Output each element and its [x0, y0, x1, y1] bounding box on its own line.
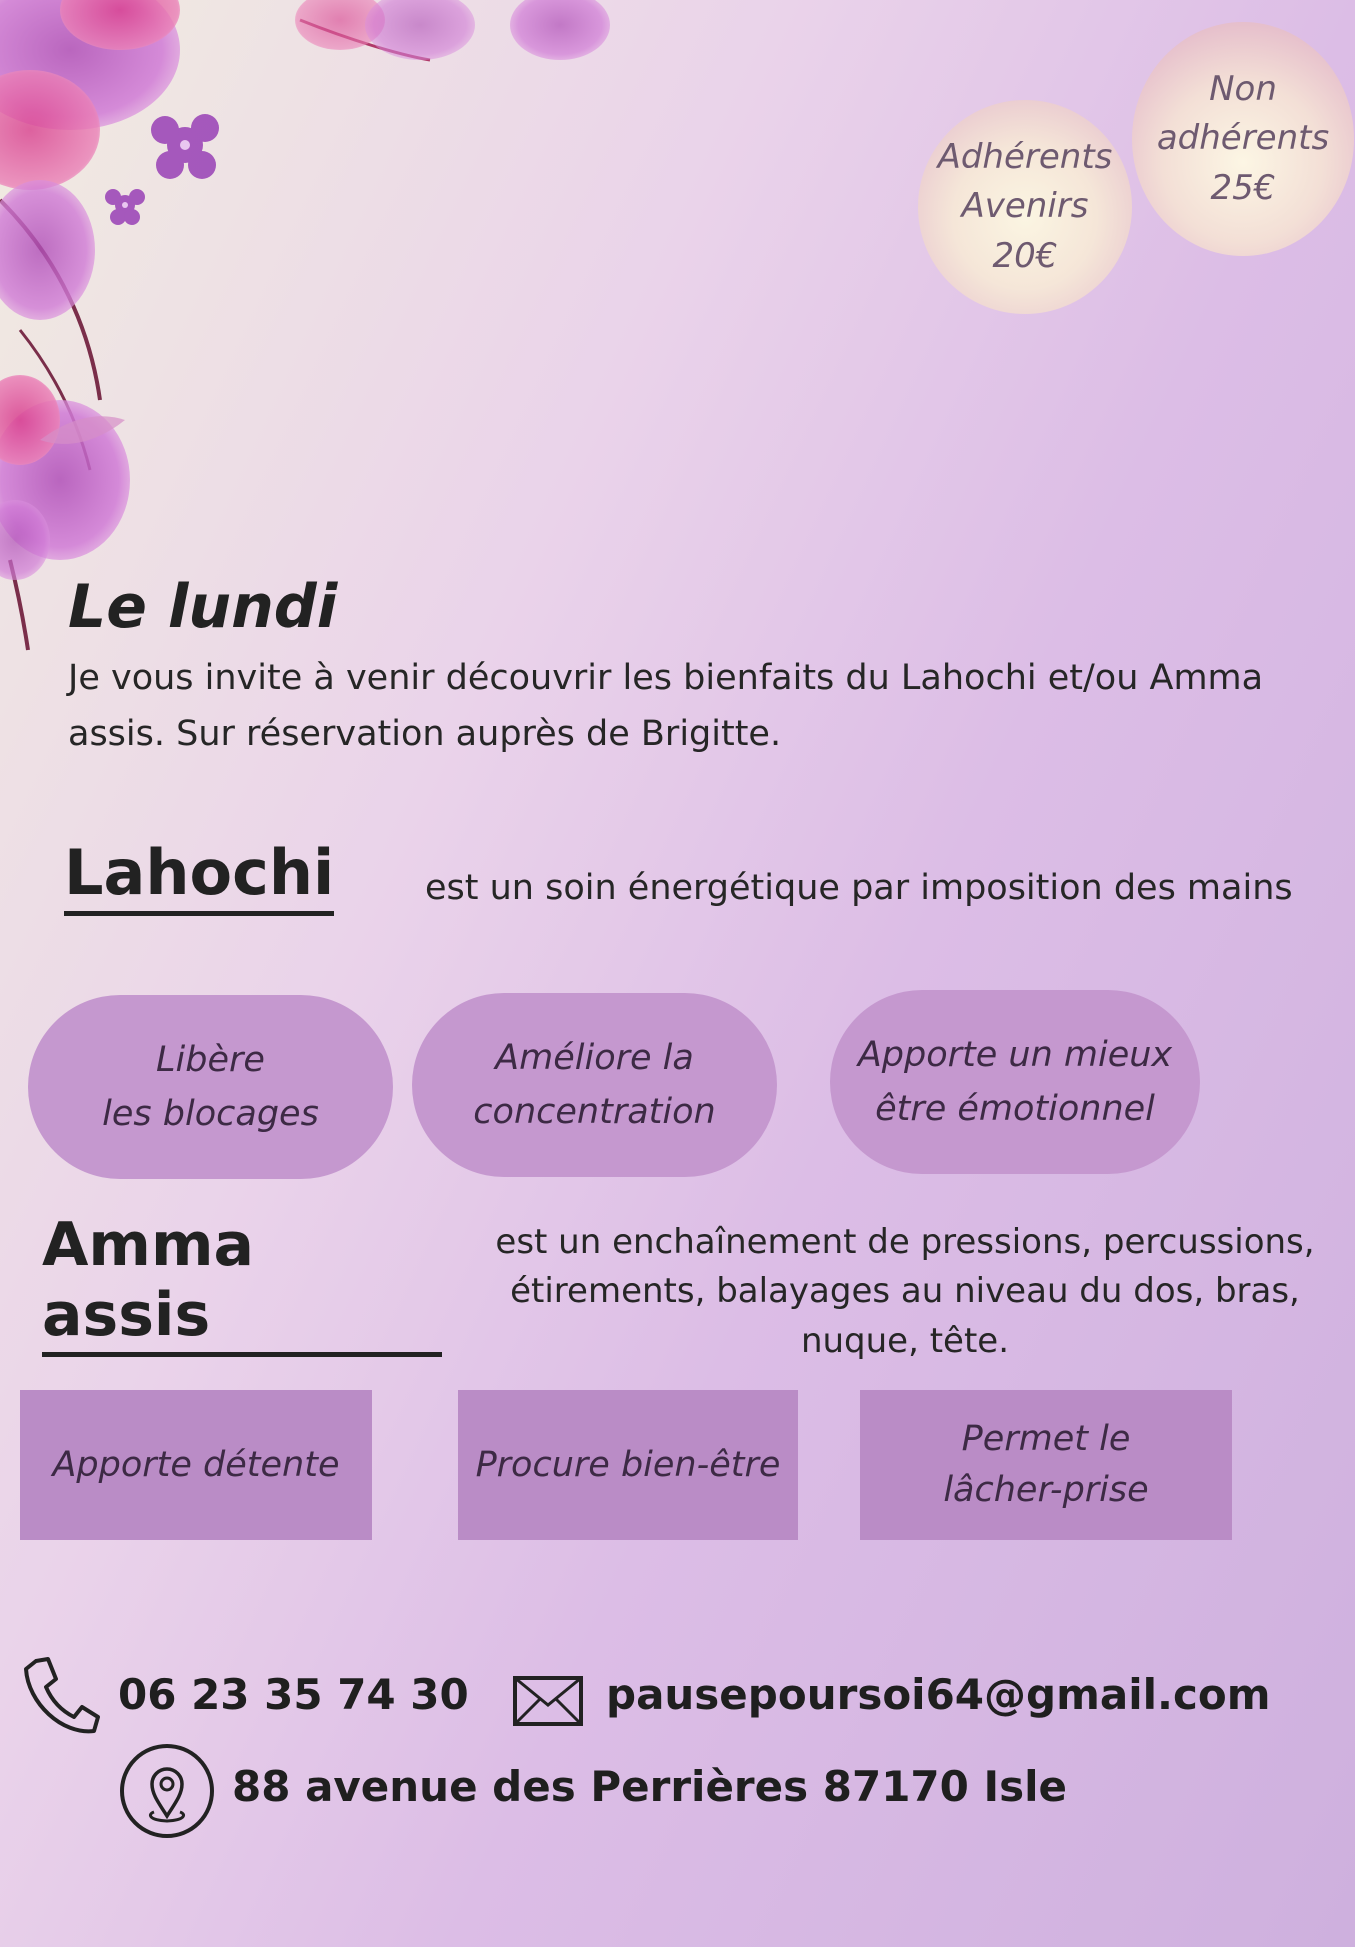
- badge-nonmembers-price: 25€: [1210, 167, 1276, 208]
- badge-members-line2: Avenirs: [961, 186, 1089, 227]
- price-badge-non-members: [1132, 22, 1354, 256]
- lahochi-benefit-1: [28, 995, 393, 1179]
- phone-icon: [22, 1655, 100, 1737]
- amma-description-line-3: nuque, tête.: [800, 1320, 1010, 1361]
- amma-description-line-1: est un enchaînement de pressions, percussions,: [495, 1222, 1315, 1262]
- lahochi-title: Lahochi: [64, 836, 334, 916]
- phone-number[interactable]: 06 23 35 74 30: [118, 1670, 469, 1719]
- lahochi-description: est un soin énergétique par imposition des mains: [425, 868, 1293, 908]
- amma-description: [470, 1218, 1340, 1366]
- benefit-2-line1: Améliore la: [495, 1037, 694, 1078]
- amma-benefit-3-line1: Permet le: [961, 1419, 1131, 1460]
- benefit-2-line2: concentration: [473, 1092, 716, 1132]
- lahochi-benefit-3: [830, 990, 1200, 1174]
- badge-nonmembers-line1: Non: [1209, 69, 1277, 110]
- price-badge-members: [918, 100, 1132, 314]
- amma-benefit-1: [20, 1390, 372, 1540]
- email-address[interactable]: pausepoursoi64@gmail.com: [606, 1670, 1271, 1719]
- benefit-1-line1: Libère: [156, 1039, 265, 1080]
- amma-title: Amma assis: [42, 1210, 442, 1357]
- address: 88 avenue des Perrières 87170 Isle: [232, 1762, 1067, 1811]
- intro-line-2: assis. Sur réservation auprès de Brigitte.: [68, 714, 782, 754]
- badge-nonmembers-line2: adhérents: [1156, 118, 1330, 159]
- envelope-icon: [512, 1675, 584, 1727]
- lahochi-benefit-2: [412, 993, 777, 1177]
- amma-benefit-1-line1: Apporte détente: [52, 1444, 340, 1485]
- amma-benefit-2: [458, 1390, 798, 1540]
- amma-benefit-2-line1: Procure bien-être: [475, 1444, 781, 1485]
- benefit-1-line2: les blocages: [102, 1094, 319, 1134]
- badge-members-price: 20€: [992, 235, 1058, 276]
- amma-benefit-3-line2: lâcher-prise: [943, 1470, 1149, 1510]
- benefit-3-line1: Apporte un mieux: [857, 1034, 1173, 1075]
- intro-heading: Le lundi: [68, 572, 338, 642]
- amma-description-line-2: étirements, balayages au niveau du dos, bras,: [510, 1271, 1300, 1312]
- intro-text: [68, 650, 1338, 762]
- badge-members-line1: Adhérents: [937, 137, 1113, 178]
- amma-benefit-3: [860, 1390, 1232, 1540]
- floral-decoration: [0, 0, 620, 660]
- benefit-3-line2: être émotionnel: [875, 1089, 1155, 1129]
- location-pin-icon: [118, 1742, 216, 1840]
- intro-line-1: Je vous invite à venir découvrir les bienfaits du Lahochi et/ou Amma: [68, 658, 1264, 698]
